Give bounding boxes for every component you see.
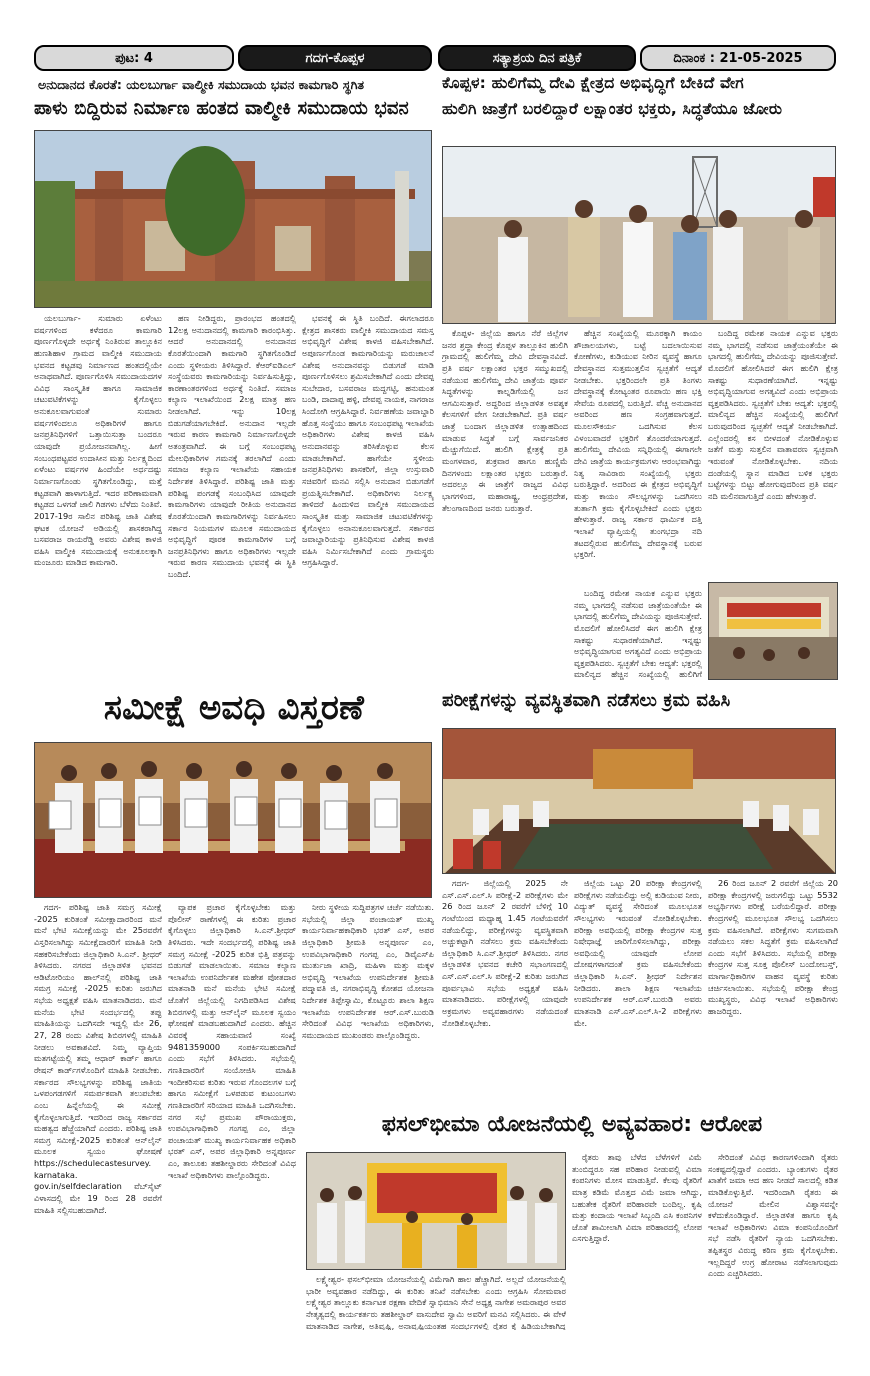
story4-column-1: ಗದಗ- ಜಿಲ್ಲೆಯಲ್ಲಿ 2025 ನೇ ಎಸ್.ಎಸ್.ಎಲ್.ಸಿ ಪರೀಕ್ಷೆ-2 ಪರೀಕ್ಷೆಗಳು ಮೇ 26 ರಿಂದ ಜೂನ್ 2 ರವರೆಗೆ ಬೆಳಿಗ್ಗೆ 10 ಗಂಟೆಯಿಂದ ಮಧ್ಯಾಹ್ನ 1.45 ಗಂಟೆಯವರೆಗೆ ನಡೆಯಲಿದ್ದು, ಪರೀಕ್ಷೆಗಳನ್ನು ವ್ಯವಸ್ಥಿತವಾಗಿ ಅಚ್ಚುಕಟ್ಟಾಗಿ ನಡೆಸಲು ಕ್ರಮ ವಹಿಸಬೇಕೆಂದು ಜಿಲ್ಲಾಧಿಕಾರಿ ಸಿ.ಎನ್.ಶ್ರೀಧರ್ ತಿಳಿಸಿದರು. ನಗರ ಜಿಲ್ಲಾಡಳಿತ ಭವನದ ಕಚೇರಿ ಸಭಾಂಗಣದಲ್ಲಿ ಎಸ್.ಎಸ್.ಎಲ್.ಸಿ ಪರೀಕ್ಷೆ-2 ಕುರಿತು ಜರುಗಿದ ಪೂರ್ವಭಾವಿ ಸಭೆಯ ಅಧ್ಯಕ್ಷತೆ ವಹಿಸಿ ಮಾತನಾಡಿದರು. ಪರೀಕ್ಷೆಗಳಲ್ಲಿ ಯಾವುದೇ ಅಕ್ರಮಗಳು ಅವ್ಯವಹಾರಗಳು ನಡೆಯದಂತೆ ನೋಡಿಕೊಳ್ಳಬೇಕು. [442, 878, 568, 1028]
story4-column-3: 26 ರಿಂದ ಜೂನ್ 2 ರವರೆಗೆ ಜಿಲ್ಲೆಯ 20 ಪರೀಕ್ಷಾ ಕೇಂದ್ರಗಳಲ್ಲಿ ಜರುಗಲಿದ್ದು ಒಟ್ಟು 5532 ಅಭ್ಯರ್ಥಿಗಳು ಪರೀಕ್ಷೆ ಬರೆಯಲಿದ್ದಾರೆ. ಪರೀಕ್ಷಾ ಕೇಂದ್ರಗಳಲ್ಲಿ ಮೂಲಭೂತ ಸೌಲಭ್ಯ ಒದಗಿಸಲು ಕ್ರಮ ವಹಿಸಲಾಗಿದೆ. ಪರೀಕ್ಷೆಗಳು ಸುಗಮವಾಗಿ ನಡೆಯಲು ಸಕಲ ಸಿದ್ಧತೆಗೆ ಕ್ರಮ ವಹಿಸಲಾಗಿದೆ ಎಂದು ಸಭೆಗೆ ತಿಳಿಸಿದರು. ಸಭೆಯಲ್ಲಿ ಪರೀಕ್ಷಾ ಕೇಂದ್ರಗಳ ಸುತ್ತ ಸೂಕ್ತ ಪೊಲೀಸ್ ಬಂದೋಬಸ್ತ್, ಮಾರ್ಗಾಧಿಕಾರಿಗಳ ವಾಹನ ವ್ಯವಸ್ಥೆ ಕುರಿತು ಚರ್ಚಿಸಲಾಯಿತು. ಸಭೆಯಲ್ಲಿ ಪರೀಕ್ಷಾ ಕೇಂದ್ರ ಮುಖ್ಯಸ್ಥರು, ವಿವಿಧ ಇಲಾಖೆ ಅಧಿಕಾರಿಗಳು ಹಾಜರಿದ್ದರು. [708, 878, 838, 1017]
temple-entrance-image [709, 583, 838, 680]
story3-headline: ಸಮೀಕ್ಷೆ ಅವಧಿ ವಿಸ್ತರಣೆ [103, 688, 365, 728]
story1-headline: ಪಾಳು ಬಿದ್ದಿರುವ ನಿರ್ಮಾಣ ಹಂತದ ವಾಲ್ಮೀಕಿ ಸಮುದಾಯ ಭವನ [34, 98, 409, 119]
newspaper-name: ಸತ್ಯಾಶ್ರಯ ದಿನ ಪತ್ರಿಕೆ [438, 45, 636, 71]
story5-column-3: ಸೇರಿದಂತೆ ವಿವಿಧ ಕಾರಣಗಳಿಂದಾಗಿ ರೈತರು ಸಂಕಷ್ಟದಲ್ಲಿದ್ದಾರೆ ಎಂದರು. ಬ್ಯಾಂಕುಗಳು ರೈತರ ಖಾತೆಗೆ ಜಮಾ ಆದ ಹಣ ನೀಡದೆ ಸಾಲದಲ್ಲಿ ಕಡಿತ ಮಾಡಿಕೊಳ್ಳುತ್ತಿವೆ. ಇದರಿಂದಾಗಿ ರೈತರು ಈ ಯೋಜನೆ ಮೇಲಿನ ವಿಶ್ವಾಸವನ್ನೇ ಕಳೆದುಕೊಂಡಿದ್ದಾರೆ. ಜಿಲ್ಲಾಡಳಿತ ಹಾಗೂ ಕೃಷಿ ಇಲಾಖೆ ಅಧಿಕಾರಿಗಳು ವಿಮಾ ಕಂಪನಿಯೊಂದಿಗೆ ಸಭೆ ನಡೆಸಿ ರೈತರಿಗೆ ನ್ಯಾಯ ಒದಗಿಸಬೇಕು. ತಪ್ಪಿತಸ್ಥರ ವಿರುದ್ಧ ಕಠಿಣ ಕ್ರಮ ಕೈಗೊಳ್ಳಬೇಕು. ಇಲ್ಲದಿದ್ದರೆ ಉಗ್ರ ಹೋರಾಟ ನಡೆಸಲಾಗುವುದು ಎಂದು ಎಚ್ಚರಿಸಿದರು. [708, 1152, 838, 1279]
story4-headline: ಪರೀಕ್ಷೆಗಳನ್ನು ವ್ಯವಸ್ಥಿತವಾಗಿ ನಡೆಸಲು ಕ್ರಮ ವಹಿಸಿ [442, 690, 731, 711]
story1-column-3: ಭವನಕ್ಕೆ ಈ ಸ್ಥಿತಿ ಬಂದಿದೆ. ಈಗಲಾದರೂ ಕ್ಷೇತ್ರದ ಶಾಸಕರು ವಾಲ್ಮೀಕಿ ಸಮುದಾಯದ ಸಮಸ್ತ ಅಭಿವೃದ್ಧಿಗೆ ವಿಶೇಷ ಕಾಳಜಿ ವಹಿಸಬೇಕಾಗಿದೆ. ಅಪೂರ್ಣಗೊಂಡ ಕಾಮಗಾರಿಯನ್ನು ಮರುಚಾಲನೆ ವಿಶೇಷ ಅನುದಾನವನ್ನು ಬಿಡುಗಡೆ ಮಾಡಿ ಪೂರ್ಣಗೊಳಿಸಲು ಶ್ರಮಿಸಬೇಕಾಗಿದೆ ಎಂದು ದೇವಪ್ಪ ಸುಬೇದಾರ, ಬಸವರಾಜ ಮದ್ದಗಟ್ಟಿ, ಹನುಮಂತ ಬಂಡಿ, ದಾದಾಪ್ಪ ಹಳ್ಳಿ, ದೇವಪ್ಪ ನಾಯಕ, ನಾಗರಾಜ ಸಿಂದೋಗಿ ಆಗ್ರಹಿಸಿದ್ದಾರೆ. ನಿರ್ವಹಣೆಯ ಜವಾಬ್ದಾರಿ ಹೊತ್ತ ಸಂಸ್ಥೆಯು ಹಾಗೂ ಸಂಬಂಧಪಟ್ಟ ಇಲಾಖೆಯ ಅಧಿಕಾರಿಗಳು ವಿಶೇಷ ಕಾಳಜಿ ವಹಿಸಿ ಅನುದಾನವನ್ನು ತರಿಸಿಕೊಳ್ಳುವ ಕೆಲಸ ಮಾಡಬೇಕಾಗಿದೆ. ಹಾಗೆಯೇ ಸ್ಥಳೀಯ ಜನಪ್ರತಿನಿಧಿಗಳು ಶಾಸಕರಿಗೆ, ಜಿಲ್ಲಾ ಉಸ್ತುವಾರಿ ಸಚಿವರಿಗೆ ಮನವಿ ಸಲ್ಲಿಸಿ ಅನುದಾನ ಬಿಡುಗಡೆಗೆ ಪ್ರಯತ್ನಿಸಬೇಕಾಗಿದೆ. ಅಧಿಕಾರಿಗಳು ನಿರ್ಲಕ್ಷ್ಯ ತಾಳಿದರೆ ಹಿಂದುಳಿದ ವಾಲ್ಮೀಕಿ ಸಮುದಾಯದ ಸಾಂಸ್ಕೃತಿಕ ಮತ್ತು ಸಾಮಾಜಿಕ ಚಟುವಟಿಕೆಗಳನ್ನು ಕೈಗೊಳ್ಳಲು ಅನಾನುಕೂಲವಾಗುತ್ತದೆ. ಸರ್ಕಾರದ ಜವಾಬ್ದಾರಿಯನ್ನು ಪ್ರತಿನಿಧಿಸುವ ವಿಶೇಷ ಕಾಳಜಿ ವಹಿಸಿ ನಿರ್ಮಿಸಬೇಕಾಗಿದೆ ಎಂದು ಗ್ರಾಮಸ್ಥರು ಆಗ್ರಹಿಸಿದ್ದಾರೆ. [302, 313, 434, 568]
story2-temple-photo [708, 582, 838, 680]
story2-column-3: ಬಂದಿದ್ದ ರಮೇಶ ನಾಯಕ ಎನ್ನುವ ಭಕ್ತರು ನಮ್ಮ ಭಾಗದಲ್ಲಿ ನಡೆಸುವ ಜಾತ್ರೆಯಂತೆಯೇ ಈ ಭಾಗದಲ್ಲಿ ಹುಲಿಗೆಮ್ಮ ದೇವಿಯನ್ನು ಪೂಜಿಸುತ್ತೇವೆ. ಮೊದಲಿಗೆ ಹೋಲಿಸಿದರೆ ಈಗ ಹುಲಿಗಿ ಕ್ಷೇತ್ರ ಸಾಕಷ್ಟು ಸುಧಾರಣೆಯಾಗಿದೆ. ಇನ್ನಷ್ಟು ಅಭಿವೃದ್ಧಿಯಾಗುವ ಅಗತ್ಯವಿದೆ ಎಂದು ಅಭಿಪ್ರಾಯ ವ್ಯಕ್ತಪಡಿಸಿದರು. ಸ್ವಚ್ಛತೆಗೆ ಬೇಕು ಆದ್ಯತೆ: ಭಕ್ತರಲ್ಲಿ ಮಾಲಿನ್ಯದ ಹೆಚ್ಚಿನ ಸಂಖ್ಯೆಯಲ್ಲಿ ಹುಲಿಗಿಗೆ ಬರುವುದರಿಂದ ಸ್ವಚ್ಛತೆಗೆ ಆದ್ಯತೆ ನೀಡಬೇಕಾಗಿದೆ. ಎಲ್ಲೆಂದರಲ್ಲಿ ಕಸ ಬೀಳದಂತೆ ನೋಡಿಕೊಳ್ಳುವ ಜತೆಗೆ ಮತ್ತು ಸುತ್ತಲಿನ ವಾತಾವರಣ ಸ್ವಚ್ಛವಾಗಿ ಇರುವಂತೆ ನೋಡಿಕೊಳ್ಳಬೇಕು. ನದಿಯ ದಂಡೆಯಲ್ಲಿ ಸ್ನಾನ ಮಾಡಿದ ಬಳಿಕ ಭಕ್ತರು ಬಟ್ಟೆಗಳನ್ನು ಬಿಟ್ಟು ಹೋಗುವುದರಿಂದ ಪ್ರತಿ ವರ್ಷ ನದಿ ಮಲಿನವಾಗುತ್ತಿದೆ ಎಂದು ಹೇಳುತ್ತಾರೆ. [708, 328, 838, 501]
meeting-hall-image [443, 729, 836, 874]
story3-column-2: ವ್ಯಾಪಕ ಪ್ರಚಾರ ಕೈಗೊಳ್ಳಬೇಕು ಮತ್ತು ಪೊಲೀಸ್ ಠಾಣೆಗಳಲ್ಲಿ ಈ ಕುರಿತು ಪ್ರಚಾರ ಕೈಗೊಳ್ಳಲು ಜಿಲ್ಲಾಧಿಕಾರಿ ಸಿ.ಎನ್.ಶ್ರೀಧರ್ ತಿಳಿಸಿದರು. ಇದೇ ಸಂದರ್ಭದಲ್ಲಿ ಪರಿಶಿಷ್ಟ ಜಾತಿ ಸಮಗ್ರ ಸಮೀಕ್ಷೆ -2025 ಕುರಿತ ಭಿತ್ತಿ ಪತ್ರವನ್ನು ಬಿಡುಗಡೆ ಮಾಡಲಾಯಿತು. ಸಮಾಜ ಕಲ್ಯಾಣ ಇಲಾಖೆಯ ಉಪನಿರ್ದೇಶಕ ಮಹೇಶ ಪೋತದಾರ ಮಾತನಾಡಿ ಮನೆ ಮನೆಯ ಭೇಟಿ ಸಮೀಕ್ಷೆ ಜೊತೆಗೆ ಜಿಲ್ಲೆಯಲ್ಲಿ ನಿಗದಿಪಡಿಸಿದ ವಿಶೇಷ ಶಿಬಿರಗಳಲ್ಲಿ ಮತ್ತು ಆನ್‌ಲೈನ್ ಮೂಲಕ ಸ್ವಯಂ ಘೋಷಣೆ ಮಾಡಬಹುದಾಗಿದೆ ಎಂದರು. ಹೆಚ್ಚಿನ ವಿವರಕ್ಕೆ ಸಹಾಯವಾಣಿ ಸಂಖ್ಯೆ 9481359000 ಸಂಪರ್ಕಿಸಬಹುದಾಗಿದೆ ಎಂದು ಸಭೆಗೆ ತಿಳಿಸಿದರು. ಸಭೆಯಲ್ಲಿ ಗಣತಿದಾರರಿಗೆ ಸಂಯೋಜಿಸಿ ಮಾಹಿತಿ ಇಂದೀಕರಿಸುವ ಕುರಿತು ಇರುವ ಗೊಂದಲಗಳ ಬಗ್ಗೆ ಹಾಗೂ ಸಮೀಕ್ಷೆಗೆ ಒಳಪಡುವ ಕುಟುಂಬಗಳು ಗಣತಿದಾರರಿಗೆ ಸರಿಯಾದ ಮಾಹಿತಿ ಒದಗಿಸಬೇಕು. ನಗರ ಸಭೆ ಪ್ರಮುಖ ಪೌರಾಯುಕ್ತರು, ಉಪವಿಭಾಗಾಧಿಕಾರಿ ಗಂಗಪ್ಪ ಎಂ, ಜಿಲ್ಲಾ ಪಂಚಾಯತ್ ಮುಖ್ಯ ಕಾರ್ಯನಿರ್ವಾಹಕ ಅಧಿಕಾರಿ ಭರತ್ ಎಸ್, ಅಪರ ಜಿಲ್ಲಾಧಿಕಾರಿ ಅನ್ನಪೂರ್ಣ ಎಂ, ತಾಲೂಕು ತಹಶೀಲ್ದಾರರು ಸೇರಿದಂತೆ ವಿವಿಧ ಇಲಾಖೆ ಅಧಿಕಾರಿಗಳು ಪಾಲ್ಗೊಂಡಿದ್ದರು. [168, 902, 296, 1180]
story2-headline-1: ಕೊಪ್ಪಳ: ಹುಲಿಗೆಮ್ಮ ದೇವಿ ಕ್ಷೇತ್ರದ ಅಭಿವೃದ್ಧಿಗೆ ಬೇಕಿದೆ ವೇಗ [442, 74, 744, 92]
poster-release-event-image [35, 743, 432, 898]
story2-photo [442, 146, 836, 324]
story5-column-2: ರೈತರು ತಾವು ಬೆಳೆದ ಬೆಳೆಗಳಿಗೆ ವಿಮೆ ತುಂಬಿದ್ದರೂ ಸಹ ಪರಿಹಾರ ನೀಡುವಲ್ಲಿ ವಿಮಾ ಕಂಪನಿಗಳು ಮೋಸ ಮಾಡುತ್ತಿವೆ. ಕೆಲವು ರೈತರಿಗೆ ಮಾತ್ರ ಕಡಿಮೆ ಮೊತ್ತದ ವಿಮೆ ಜಮಾ ಆಗಿದ್ದು, ಬಹುತೇಕ ರೈತರಿಗೆ ಪರಿಹಾರವೇ ಬಂದಿಲ್ಲ. ಕೃಷಿ ಮತ್ತು ಕಂದಾಯ ಇಲಾಖೆ ಸಿಬ್ಬಂದಿ ಎಸಿ ಕಂಪನಿಗಳ ಜೊತೆ ಶಾಮೀಲಾಗಿ ವಿಮಾ ಪರಿಹಾರದಲ್ಲಿ ಲೋಪ ಎಸಗುತ್ತಿದ್ದಾರೆ. [572, 1152, 702, 1244]
story2-column-2: ಹೆಚ್ಚಿನ ಸಂಖ್ಯೆಯಲ್ಲಿ ಮೂರಕ್ಕಾಗಿ ಕಾಯಂ ಶೌಚಾಲಯಗಳು, ಬಟ್ಟೆ ಬದಲಾಯಿಸುವ ಕೋಣೆಗಳು, ಕುಡಿಯುವ ನೀರಿನ ವ್ಯವಸ್ಥೆ ಹಾಗೂ ದೇವಸ್ಥಾನದ ಸುತ್ತಮುತ್ತಲಿನ ಸ್ವಚ್ಛತೆಗೆ ಆದ್ಯತೆ ನೀಡಬೇಕು. ಭಕ್ತರಿಂದಲೇ ಪ್ರತಿ ತಿಂಗಳು ದೇವಸ್ಥಾನಕ್ಕೆ ಕೋಟ್ಯಂತರ ರೂಪಾಯಿ ಹಣ ಭಕ್ತಿ ಸೇವೆಯ ರೂಪದಲ್ಲಿ ಬರುತ್ತಿದೆ. ವೆಚ್ಚ ಅನುದಾನದ ಅವರಿಂದ ಹಣ ಸಂಗ್ರಹವಾಗುತ್ತದೆ. ಮೂಲಸೌಕರ್ಯ ಒದಗಿಸುವ ಕೆಲಸ ವಿಳಂಬವಾದರೆ ಭಕ್ತರಿಗೆ ತೊಂದರೆಯಾಗುತ್ತದೆ. ಹುಲಿಗೆಮ್ಮ ದೇವಿಯ ಸನ್ನಿಧಿಯಲ್ಲಿ ಈಗಾಗಲೇ ದೇವಿ ಜಾತ್ರೆಯ ಕಾರ್ಯಕ್ರಮಗಳು ಆರಂಭವಾಗಿದ್ದು ನಿತ್ಯ ಸಾವಿರಾರು ಸಂಖ್ಯೆಯಲ್ಲಿ ಭಕ್ತರು ಬರುತ್ತಿದ್ದಾರೆ. ಅದರಿಂದ ಈ ಕ್ಷೇತ್ರದ ಅಭಿವೃದ್ಧಿಗೆ ಮತ್ತು ಕಾಯಂ ಸೌಲಭ್ಯಗಳನ್ನು ಒದಗಿಸಲು ತುರ್ತಾಗಿ ಕ್ರಮ ಕೈಗೊಳ್ಳಬೇಕಿದೆ ಎಂದು ಭಕ್ತರು ಹೇಳುತ್ತಾರೆ. ರಾಜ್ಯ ಸರ್ಕಾರ ಧಾರ್ಮಿಕ ದತ್ತಿ ಇಲಾಖೆ ವ್ಯಾಪ್ತಿಯಲ್ಲಿ ತುಂಗಭದ್ರಾ ನದಿ ತಟದಲ್ಲಿರುವ ಹುಲಿಗೆಮ್ಮ ದೇವಸ್ಥಾನಕ್ಕೆ ಬರುವ ಭಕ್ತರಿಗೆ. [574, 328, 702, 560]
story3-photo [34, 742, 432, 898]
page-number: ಪುಟ: 4 [34, 45, 234, 71]
issue-date: ದಿನಾಂಕ : 21-05-2025 [640, 45, 836, 71]
section-name: ಗದಗ-ಕೊಪ್ಪಳ [238, 45, 432, 71]
story3-column-3: ನೀರು ಸ್ಥಳೀಯ ಸುದ್ದಿಪತ್ರಗಳ ಚರ್ಚೆ ನಡೆಯಿತು. ಸಭೆಯಲ್ಲಿ ಜಿಲ್ಲಾ ಪಂಚಾಯತ್ ಮುಖ್ಯ ಕಾರ್ಯನಿರ್ವಾಹಕಾಧಿಕಾರಿ ಭರತ್ ಎಸ್, ಅಪರ ಜಿಲ್ಲಾಧಿಕಾರಿ ಶ್ರೀಮತಿ ಅನ್ನಪೂರ್ಣ ಎಂ, ಉಪವಿಭಾಗಾಧಿಕಾರಿ ಗಂಗಪ್ಪ ಎಂ, ಡಿವೈಎಸ್‌ಪಿ ಮುರ್ತುಜಾ ಖಾದ್ರಿ, ಮಹಿಳಾ ಮತ್ತು ಮಕ್ಕಳ ಅಭಿವೃದ್ಧಿ ಇಲಾಖೆಯ ಉಪನಿರ್ದೇಶಕ ಶ್ರೀಮತಿ ಪದ್ಮಾವತಿ ಜಿ, ನಗರಾಭಿವೃದ್ಧಿ ಕೋಶದ ಯೋಜನಾ ನಿರ್ದೇಶಕ ತಿಪ್ಪೇಸ್ವಾಮಿ, ಕೊಟ್ಟೂರು ಶಾಲಾ ಶಿಕ್ಷಣ ಇಲಾಖೆಯ ಉಪನಿರ್ದೇಶಕ ಆರ್.ಎಸ್.ಬುರುಡಿ ಸೇರಿದಂತೆ ವಿವಿಧ ಇಲಾಖೆಯ ಅಧಿಕಾರಿಗಳು, ಸಮುದಾಯದ ಮುಖಂಡರು ಪಾಲ್ಗೊಂಡಿದ್ದರು. [302, 902, 434, 1041]
story4-column-2: ಜಿಲ್ಲೆಯ ಒಟ್ಟು 20 ಪರೀಕ್ಷಾ ಕೇಂದ್ರಗಳಲ್ಲಿ ಪರೀಕ್ಷೆಗಳು ನಡೆಯಲಿದ್ದು ಅಲ್ಲಿ ಕುಡಿಯುವ ನೀರು, ವಿದ್ಯುತ್ ವ್ಯವಸ್ಥೆ ಸೇರಿದಂತೆ ಮೂಲಭೂತ ಸೌಲಭ್ಯಗಳು ಇರುವಂತೆ ನೋಡಿಕೊಳ್ಳಬೇಕು. ಪರೀಕ್ಷಾ ಅವಧಿಯಲ್ಲಿ ಪರೀಕ್ಷಾ ಕೇಂದ್ರಗಳ ಸುತ್ತ ನಿಷೇಧಾಜ್ಞೆ ಜಾರಿಗೊಳಿಸಲಾಗಿದ್ದು, ಪರೀಕ್ಷಾ ಅವಧಿಯಲ್ಲಿ ಯಾವುದೇ ಲೋಪ ದೋಷಗಳಾಗದಂತೆ ಕ್ರಮ ವಹಿಸಬೇಕೆಂದು ಜಿಲ್ಲಾಧಿಕಾರಿ ಸಿ.ಎನ್. ಶ್ರೀಧರ್ ನಿರ್ದೇಶನ ನೀಡಿದರು. ಶಾಲಾ ಶಿಕ್ಷಣ ಇಲಾಖೆಯ ಉಪನಿರ್ದೇಶಕ ಆರ್.ಎಸ್.ಬುರುಡಿ ಅವರು ಮಾತನಾಡಿ ಎಸ್.ಎಸ್.ಎಲ್.ಸಿ-2 ಪರೀಕ್ಷೆಗಳು ಮೇ. [574, 878, 702, 1028]
story4-photo [442, 728, 836, 874]
story1-kicker: ಅನುದಾನದ ಕೊರತೆ: ಯಲಬುರ್ಗಾ ವಾಲ್ಮೀಕಿ ಸಮುದಾಯ ಭವನ ಕಾಮಗಾರಿ ಸ್ಥಗಿತ [38, 77, 365, 92]
story3-column-1: ಗದಗ- ಪರಿಶಿಷ್ಟ ಜಾತಿ ಸಮಗ್ರ ಸಮೀಕ್ಷೆ -2025 ಕುರಿತಂತೆ ಸಮೀಕ್ಷಾದಾರರಿಂದ ಮನೆ ಮನೆ ಭೇಟಿ ಸಮೀಕ್ಷೆಯನ್ನು ಮೇ 25ರವರೆಗೆ ವಿಸ್ತರಿಸಲಾಗಿದ್ದು ಸಮೀಕ್ಷೆದಾರರಿಗೆ ಮಾಹಿತಿ ನೀಡಿ ಸಹಕರಿಸಬೇಕೆಂದು ಜಿಲ್ಲಾಧಿಕಾರಿ ಸಿ.ಎನ್. ಶ್ರೀಧರ್ ತಿಳಿಸಿದರು. ನಗರದ ಜಿಲ್ಲಾಡಳಿತ ಭವನದ ಆಡಿಟೋರಿಯಂ ಹಾಲ್‌ನಲ್ಲಿ ಪರಿಶಿಷ್ಟ ಜಾತಿ ಸಮಗ್ರ ಸಮೀಕ್ಷೆ -2025 ಕುರಿತು ಜರುಗಿದ ಸಭೆಯ ಅಧ್ಯಕ್ಷತೆ ವಹಿಸಿ ಮಾತನಾಡಿದರು. ಮನೆ ಮನೆಯ ಭೇಟಿ ಸಂದರ್ಭದಲ್ಲಿ ತಪ್ಪು ಮಾಹಿತಿಯನ್ನು ಒದಗಿಸದೇ ಇದ್ದಲ್ಲಿ ಮೇ 26, 27, 28 ರಂದು ವಿಶೇಷ ಶಿಬಿರಗಳಲ್ಲಿ ಮಾಹಿತಿ ನೀಡಲು ಅವಕಾಶವಿದೆ. ನಿಮ್ಮ ವ್ಯಾಪ್ತಿಯ ಮತಗಟ್ಟೆಯಲ್ಲಿ ತಮ್ಮ ಆಧಾರ್ ಕಾರ್ಡ್ ಹಾಗೂ ರೇಷನ್ ಕಾರ್ಡ್‌ಗಳೊಂದಿಗೆ ಮಾಹಿತಿ ನೀಡಬೇಕು. ಸರ್ಕಾರದ ಸೌಲಭ್ಯಗಳನ್ನು ಪರಿಶಿಷ್ಟ ಜಾತಿಯ ಒಳಪಂಗಡಗಳಿಗೆ ಸಮರ್ಪಕವಾಗಿ ತಲುಪಬೇಕು ಎಂಬ ಹಿನ್ನೆಲೆಯಲ್ಲಿ ಈ ಸಮೀಕ್ಷೆ ಕೈಗೊಳ್ಳಲಾಗುತ್ತಿದೆ. ಇದರಿಂದ ರಾಜ್ಯ ಸರ್ಕಾರದ ಮಹತ್ವದ ಹೆಜ್ಜೆಯಾಗಿದೆ ಎಂದರು. ಪರಿಶಿಷ್ಟ ಜಾತಿ ಸಮಗ್ರ ಸಮೀಕ್ಷೆ-2025 ಕುರಿತಂತೆ ಆನ್‌ಲೈನ್ ಮೂಲಕ ಸ್ವಯಂ ಘೋಷಣೆ https://schedulecastesurvey. karnataka. gov.in/selfdeclaration ವೆಬ್‌ಸೈಟ್ ವಿಳಾಸದಲ್ಲಿ ಮೇ 19 ರಿಂದ 28 ರವರೆಗೆ ಮಾಹಿತಿ ಸಲ್ಲಿಸಬಹುದಾಗಿದೆ. [34, 902, 162, 1215]
officials-site-visit-image [443, 147, 836, 324]
story2-column-2b: ಬಂದಿದ್ದ ರಮೇಶ ನಾಯಕ ಎನ್ನುವ ಭಕ್ತರು ನಮ್ಮ ಭಾಗದಲ್ಲಿ ನಡೆಸುವ ಜಾತ್ರೆಯಂತೆಯೇ ಈ ಭಾಗದಲ್ಲಿ ಹುಲಿಗೆಮ್ಮ ದೇವಿಯನ್ನು ಪೂಜಿಸುತ್ತೇವೆ. ಮೊದಲಿಗೆ ಹೋಲಿಸಿದರೆ ಈಗ ಹುಲಿಗಿ ಕ್ಷೇತ್ರ ಸಾಕಷ್ಟು ಸುಧಾರಣೆಯಾಗಿದೆ. ಇನ್ನಷ್ಟು ಅಭಿವೃದ್ಧಿಯಾಗುವ ಅಗತ್ಯವಿದೆ ಎಂದು ಅಭಿಪ್ರಾಯ ವ್ಯಕ್ತಪಡಿಸಿದರು. ಸ್ವಚ್ಛತೆಗೆ ಬೇಕು ಆದ್ಯತೆ: ಭಕ್ತರಲ್ಲಿ ಮಾಲಿನ್ಯದ ಹೆಚ್ಚಿನ ಸಂಖ್ಯೆಯಲ್ಲಿ ಹುಲಿಗಿಗೆ [574, 588, 702, 680]
building-ruins-image [35, 131, 432, 308]
story1-column-2: ಹಣ ನೀಡಿದ್ದರು, ಪ್ರಾರಂಭದ ಹಂತದಲ್ಲಿ 12ಲಕ್ಷ ಅನುದಾನದಲ್ಲಿ ಕಾಮಗಾರಿ ಕಾರಂಭಿಸಿತ್ತು. ಆದರೆ ಅನುದಾನದಲ್ಲಿ ಅನುದಾನದ ಕೊರತೆಯಿಂದಾಗಿ ಕಾಮಗಾರಿ ಸ್ಥಗಿತಗೊಂಡಿದೆ ಎಂದು ಸ್ಥಳೀಯರು ತಿಳಿಸಿದ್ದಾರೆ. ಕೆಆರ್‌ಐಡಿಎಲ್ ಸಂಸ್ಥೆಯವರು ಕಾಮಗಾರಿಯನ್ನು ನಿರ್ವಹಿಸುತ್ತಿದ್ದು, ಕಾರಣಾಂತರಗಳಿಂದ ಅರ್ಧಕ್ಕೆ ನಿಂತಿದೆ. ಸಮಾಜ ಕಲ್ಯಾಣ ಇಲಾಖೆಯಿಂದ 2ಲಕ್ಷ ಮಾತ್ರ ಹಣ ನೀಡಲಾಗಿದೆ. ಇನ್ನು 10ಲಕ್ಷ ಬಿಡುಗಡೆಯಾಗಬೇಕಿದೆ. ಅನುದಾನ ಇಲ್ಲದೇ ಇರುವ ಕಾರಣ ಕಾಮಗಾರಿ ನಿರ್ಮಾಣಗೊಳ್ಳದೇ ಅತಂತ್ರವಾಗಿದೆ. ಈ ಬಗ್ಗೆ ಸಂಬಂಧಪಟ್ಟ ಮೇಲಧಿಕಾರಿಗಳ ಗಮನಕ್ಕೆ ತರಲಾಗಿದೆ ಎಂದು ಸಮಾಜ ಕಲ್ಯಾಣ ಇಲಾಖೆಯ ಸಹಾಯಕ ನಿರ್ದೇಶಕ ತಿಳಿಸಿದ್ದಾರೆ. ಪರಿಶಿಷ್ಟ ಜಾತಿ ಮತ್ತು ಪರಿಶಿಷ್ಟ ಪಂಗಡಕ್ಕೆ ಸಂಬಂಧಿಸಿದ ಯಾವುದೇ ಕಾಮಗಾರಿಗಳು ಯಾವುದೇ ರೀತಿಯ ಅನುದಾನದ ಕೊರತೆಯಿಂದಾಗಿ ಕಾಮಗಾರಿಗಳನ್ನು ನಿರ್ವಹಿಸಲು ಸರ್ಕಾರ ನಿಯಮಗಳ ಮೂಲಕ ಸಮುದಾಯದ ಅಭಿವೃದ್ಧಿಗೆ ಪೂರಕ ಕಾಮಗಾರಿಗಳ ಬಗ್ಗೆ ಜನಪ್ರತಿನಿಧಿಗಳು ಹಾಗೂ ಅಧಿಕಾರಿಗಳು ಇಲ್ಲದೇ ಇರುವ ಕಾರಣ ಸಮುದಾಯ ಭವನಕ್ಕೆ ಈ ಸ್ಥಿತಿ ಬಂದಿದೆ. [168, 313, 296, 580]
story2-headline-2: ಹುಲಿಗಿ ಜಾತ್ರೆಗೆ ಬರಲಿದ್ದಾರೆ ಲಕ್ಷಾಂತರ ಭಕ್ತರು, ಸಿದ್ಧತೆಯೂ ಜೋರು [442, 100, 783, 118]
story5-column-1: ಲಕ್ಷ್ಮೇಶ್ವರ- ಫಸಲ್‌ಭೀಮಾ ಯೋಜನೆಯಲ್ಲಿ ವಿಮೆಗಾಗಿ ಹಾಲ ಹೆಚ್ಚಾಗಿದೆ. ಅಲ್ಲದೆ ಯೋಜನೆಯಲ್ಲಿ ಭಾರೀ ಅವ್ಯವಹಾರ ನಡೆದಿದ್ದು, ಈ ಕುರಿತು ತನಿಖೆ ನಡೆಸಬೇಕು ಎಂದು ಆಗ್ರಹಿಸಿ ಸೋಮವಾರ ಲಕ್ಷ್ಮೇಶ್ವರ ತಾಲ್ಲೂಕು ಕರ್ನಾಟಕ ರಕ್ಷಣಾ ವೇದಿಕೆ ಸ್ವಾಭಿಮಾನಿ ಸೇನೆ ಅಧ್ಯಕ್ಷ ನಾಗೇಶ ಅಮರಾಪುರ ಅವರ ನೇತೃತ್ವದಲ್ಲಿ ಕಾರ್ಯಕರ್ತರು ತಹಶೀಲ್ದಾರ್ ವಾಸುದೇವ ಸ್ವಾಮಿ ಅವರಿಗೆ ಮನವಿ ಸಲ್ಲಿಸಿದರು. ಈ ವೇಳೆ ಮಾತನಾಡಿದ ನಾಗೇಶ, ಅತಿವೃಷ್ಟಿ, ಅನಾವೃಷ್ಟಿಯಂತಹ ಸಂದರ್ಭಗಳಲ್ಲಿ ರೈತರ ಕೈ ಹಿಡಿಯಬೇಕಾಗಿದ್ದ [306, 1274, 566, 1330]
story5-headline: ಫಸಲ್‌ಭೀಮಾ ಯೋಜನೆಯಲ್ಲಿ ಅವ್ಯವಹಾರ: ಆರೋಪ [381, 1112, 763, 1137]
protest-memorandum-image [307, 1153, 566, 1270]
story5-photo [306, 1152, 566, 1270]
story2-column-1: ಕೊಪ್ಪಳ- ಜಿಲ್ಲೆಯ ಹಾಗೂ ನೆರೆ ಜಿಲ್ಲೆಗಳ ಜನರ ಶ್ರದ್ಧಾ ಕೇಂದ್ರ ಕೊಪ್ಪಳ ತಾಲ್ಲೂಕಿನ ಹುಲಿಗಿ ಗ್ರಾಮದಲ್ಲಿ ಹುಲಿಗೆಮ್ಮ ದೇವಿ ದೇವಸ್ಥಾನವಿದೆ. ಪ್ರತಿ ವರ್ಷ ಲಕ್ಷಾಂತರ ಭಕ್ತರ ಸಮ್ಮುಖದಲ್ಲಿ ನಡೆಯುವ ಹುಲಿಗೆಮ್ಮ ದೇವಿ ಜಾತ್ರೆಯ ಪೂರ್ವ ಸಿದ್ಧತೆಗಳನ್ನು ಕಾಲ್ನಡಿಗೆಯಲ್ಲಿ ಜನ ಆಗಮಿಸುತ್ತಾರೆ. ಅದ್ದರಿಂದ ಜಿಲ್ಲಾಡಳಿತ ಅವಶ್ಯಕ ಕೆಲಸಗಳಿಗೆ ವೇಗ ನೀಡಬೇಕಾಗಿದೆ. ಪ್ರತಿ ವರ್ಷ ಜಾತ್ರೆ ಬಂದಾಗ ಜಿಲ್ಲಾಡಳಿತ ಉತ್ಸಾಹದಿಂದ ಮಾಡುವ ಸಿದ್ಧತೆ ಬಗ್ಗೆ ಸಾರ್ವಜನಿಕರ ಮೆಚ್ಚುಗೆಯಿದೆ. ಹುಲಿಗಿ ಕ್ಷೇತ್ರಕ್ಕೆ ಪ್ರತಿ ಮಂಗಳವಾರ, ಶುಕ್ರವಾರ ಹಾಗೂ ಹುಣ್ಣಿಮೆ ದಿನಗಳಂದು ಲಕ್ಷಾಂತರ ಭಕ್ತರು ಬರುತ್ತಾರೆ. ಅದರಲ್ಲೂ ಈ ಜಾತ್ರೆಗೆ ರಾಜ್ಯದ ವಿವಿಧ ಭಾಗಗಳಿಂದ, ಮಹಾರಾಷ್ಟ್ರ, ಆಂಧ್ರಪ್ರದೇಶ, ತೆಲಂಗಾಣದಿಂದ ಜನರು ಬರುತ್ತಾರೆ. [442, 328, 568, 513]
story1-column-1: ಯಲಬುರ್ಗಾ- ಸುಮಾರು ಏಳೆಂಟು ವರ್ಷಗಳಿಂದ ಕಳೆದರೂ ಕಾಮಗಾರಿ ಪೂರ್ಣಗೊಳ್ಳದೇ ಅರ್ಧಕ್ಕೆ ನಿಂತಿರುವ ತಾಲ್ಲೂಕಿನ ಹುಣಶಿಹಾಳ ಗ್ರಾಮದ ವಾಲ್ಮೀಕಿ ಸಮುದಾಯ ಭವನದ ಕಟ್ಟಡವು ನಿರ್ಮಾಣದ ಹಂತದಲ್ಲಿಯೇ ಅನಾಥವಾಗಿದೆ. ಪೂರ್ಣಗೊಳಿಸಿ ಸಮುದಾಯದಗಳ ವಿವಿಧ ಸಾಂಸ್ಕೃತಿಕ ಹಾಗೂ ಸಾಮಾಜಿಕ ಚಟುವಟಿಕೆಗಳನ್ನು ಕೈಗೊಳ್ಳಲು ಅನುಕೂಲವಾಗುವಂತೆ ಸುಮಾರು ವರ್ಷಗಳಿಂದಲೂ ಅಧಿಕಾರಿಗಳೆ ಹಾಗೂ ಜನಪ್ರತಿನಿಧಿಗಳಿಗೆ ಒತ್ತಾಯಿಸುತ್ತಾ ಬಂದರೂ ಯಾವುದೇ ಪ್ರಯೋಜನವಾಗಿಲ್ಲ. ಹೀಗೆ ಸಂಬಂಧಪಟ್ಟವರ ಉದಾಸೀನ ಮತ್ತು ನಿರ್ಲಕ್ಷ್ಯದಿಂದ ಏಳೆಂಟು ವರ್ಷಗಳ ಹಿಂದೆಯೇ ಅರ್ಧದಷ್ಟು ನಿರ್ಮಾಣಗೊಂಡು ಸ್ಥಗಿತಗೊಂಡಿದ್ದು, ಮತ್ತೆ ಕಟ್ಟಡವಾಗಿ ಹಾಳಾಗುತ್ತಿದೆ. ಇದರ ಪರಿಣಾಮವಾಗಿ ಕಟ್ಟಡದ ಒಳಗಡೆ ಜಾಲಿ ಗಿಡಗಳು ಬೆಳೆದು ನಿಂತಿವೆ. 2017-19ರ ಸಾಲಿನ ಪರಿಶಿಷ್ಟ ಜಾತಿ ವಿಶೇಷ ಘಟಕ ಯೋಜನೆ ಅಡಿಯಲ್ಲಿ ಶಾಸಕರಾಗಿದ್ದ ಬಸವರಾಜ ರಾಯರೆಡ್ಡಿ ಅವರು ವಿಶೇಷ ಕಾಳಜಿ ವಹಿಸಿ ವಾಲ್ಮೀಕಿ ಸಮುದಾಯಕ್ಕೆ ಅನುಕೂಲಕ್ಕಾಗಿ ಮಂಜೂರು ಮಾಡಿದ ಕಾಮಗಾರಿ. [34, 313, 162, 568]
story1-photo [34, 130, 432, 308]
